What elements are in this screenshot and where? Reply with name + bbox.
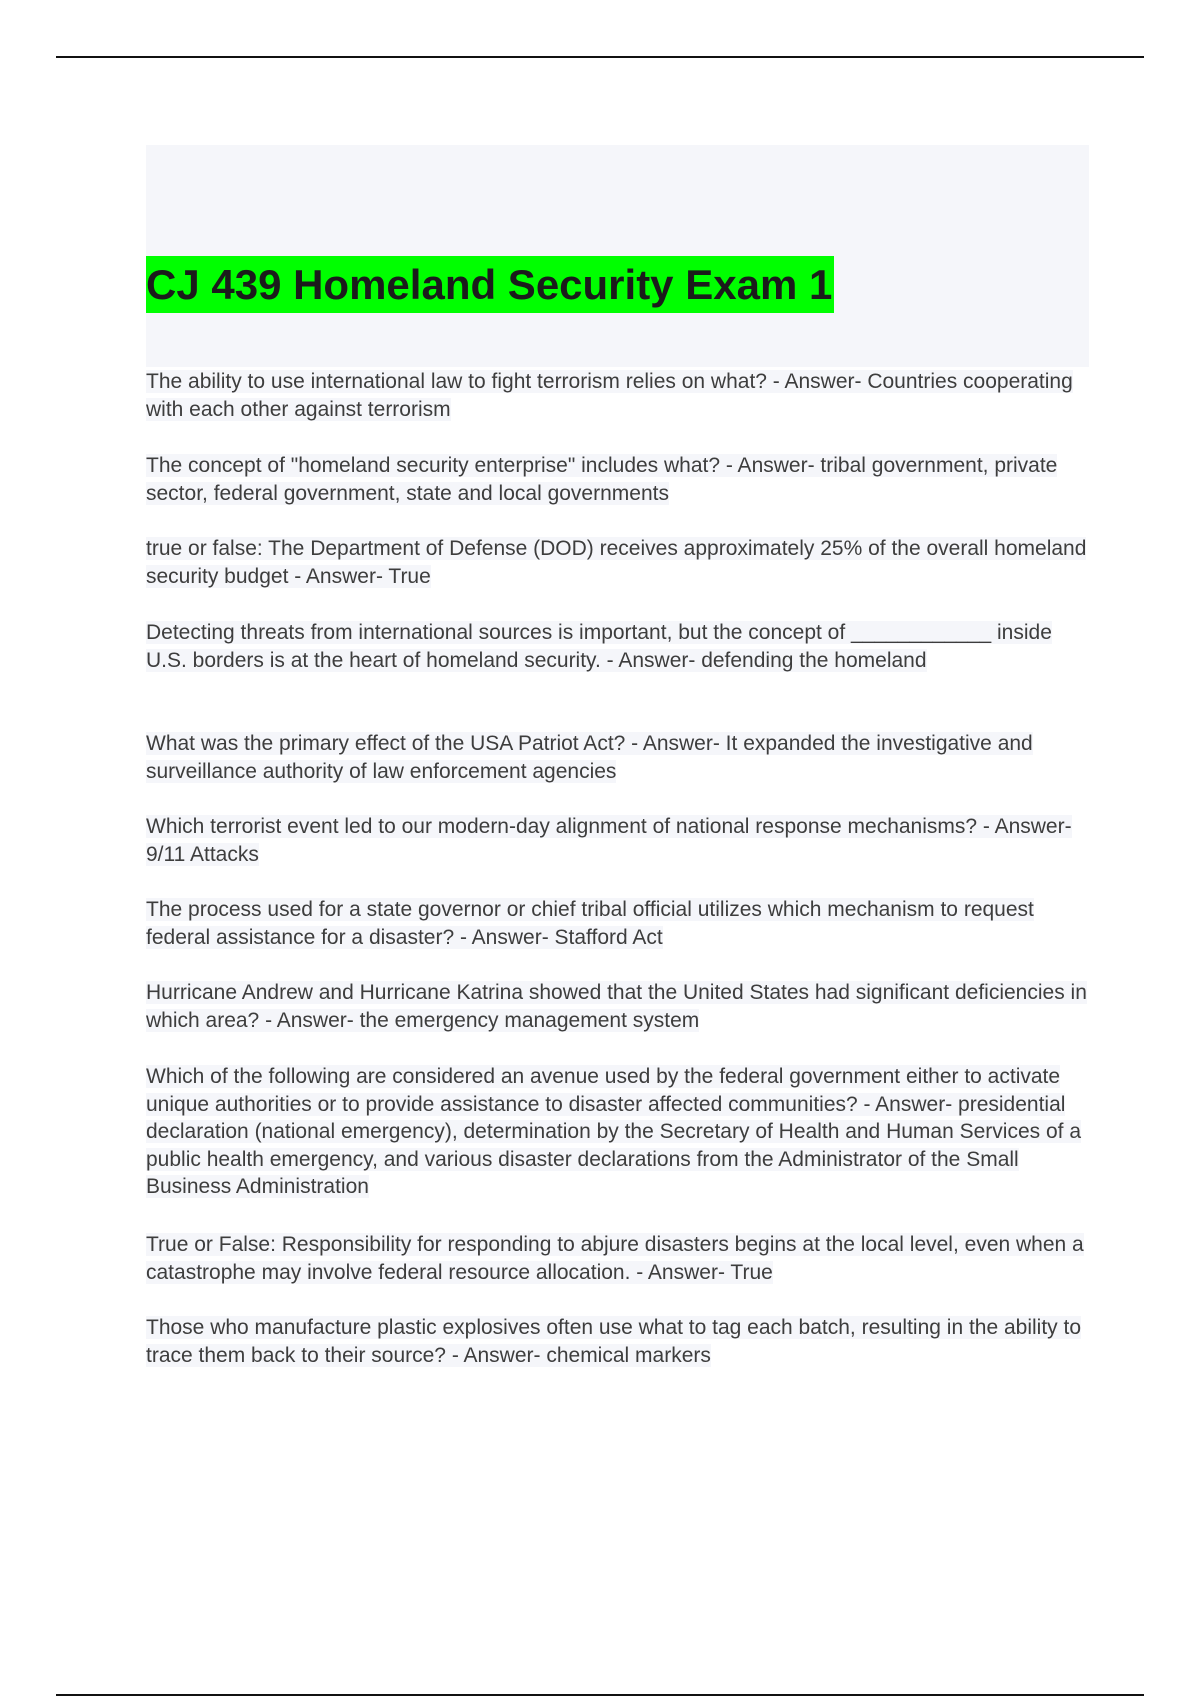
qa-item-text: What was the primary effect of the USA Patriot Act? - Answer- It expanded the investigative and surveillance authority of law enforcement agencies — [146, 732, 1033, 783]
qa-item — [146, 535, 1091, 590]
qa-item — [146, 730, 1091, 785]
top-rule — [56, 56, 1144, 58]
bottom-rule — [56, 1694, 1144, 1696]
qa-item-text: The concept of "homeland security enterprise" includes what? - Answer- tribal government, private sector, federal government, state and local governments — [146, 454, 1058, 505]
qa-item-text: true or false: The Department of Defense (DOD) receives approximately 25% of the overall homeland security budget - Answer- True — [146, 537, 1087, 588]
qa-item-text: The ability to use international law to fight terrorism relies on what? - Answer- Countries cooperating with each other against terrorism — [146, 370, 1073, 421]
qa-item-text: Which of the following are considered an avenue used by the federal government either to activate unique authorities or to provide assistance to disaster affected communities? - Answer- presidential declaration (national emergency), determination by the Secretary of Health and Human Services of a public health emergency, and various disaster declarations from the Administrator of the Small Business Administration — [146, 1065, 1081, 1198]
qa-item-text: True or False: Responsibility for responding to abjure disasters begins at the local level, even when a catastrophe may involve federal resource allocation. - Answer- True — [146, 1233, 1084, 1284]
qa-item-text: Those who manufacture plastic explosives often use what to tag each batch, resulting in the ability to trace them back to their source? - Answer- chemical markers — [146, 1316, 1082, 1367]
qa-item-text: Hurricane Andrew and Hurricane Katrina showed that the United States had significant deficiencies in which area? - Answer- the emergency management system — [146, 981, 1087, 1032]
qa-item-text: The process used for a state governor or chief tribal official utilizes which mechanism to request federal assistance for a disaster? - Answer- Stafford Act — [146, 898, 1034, 949]
qa-item — [146, 813, 1091, 868]
qa-item — [146, 979, 1091, 1034]
qa-item — [146, 896, 1091, 951]
document-title: CJ 439 Homeland Security Exam 1 — [146, 260, 833, 308]
qa-item-text: Which terrorist event led to our modern-day alignment of national response mechanisms? - Answer- 9/11 Attacks — [146, 815, 1072, 866]
qa-item — [146, 1314, 1091, 1369]
qa-item — [146, 452, 1091, 507]
qa-item-text: Detecting threats from international sources is important, but the concept of ____________ inside U.S. borders is at the heart of homeland security. - Answer- defending the homeland — [146, 621, 1052, 672]
qa-item — [146, 619, 1091, 674]
qa-item — [146, 1231, 1091, 1286]
qa-item — [146, 368, 1091, 423]
qa-item — [146, 1063, 1091, 1201]
title-highlight — [146, 256, 834, 313]
